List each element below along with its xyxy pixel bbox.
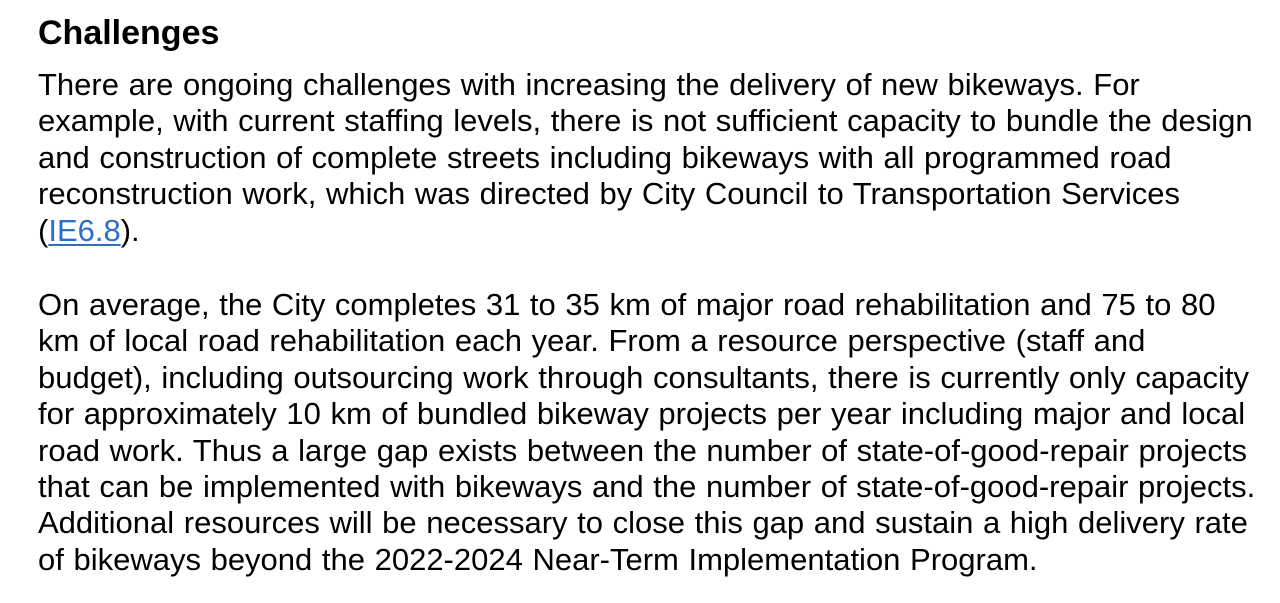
text-line: km of local road rehabilitation each year. From a resource perspective (staff and xyxy=(38,323,1146,359)
paragraph-challenges-intro xyxy=(38,67,1270,249)
text-line: that can be implemented with bikeways and the number of state-of-good-repair projects. xyxy=(38,469,1256,505)
text-line: example, with current staffing levels, there is not sufficient capacity to bundle the design xyxy=(38,103,1253,139)
text-line: reconstruction work, which was directed by City Council to Transportation Services xyxy=(38,176,1180,212)
text-line-with-link xyxy=(38,213,1270,249)
ie6-8-link[interactable]: IE6.8 xyxy=(48,212,121,248)
section-heading: Challenges xyxy=(38,14,220,52)
text-line: of bikeways beyond the 2022-2024 Near-Term Implementation Program. xyxy=(38,541,1038,577)
text-line: road work. Thus a large gap exists between the number of state-of-good-repair projects xyxy=(38,432,1248,468)
link-prefix-paren: ( xyxy=(38,212,49,248)
link-suffix-paren: ). xyxy=(120,212,140,248)
text-line: There are ongoing challenges with increasing the delivery of new bikeways. For xyxy=(38,67,1140,102)
text-line: Additional resources will be necessary to close this gap and sustain a high delivery rate xyxy=(38,505,1248,541)
text-line: for approximately 10 km of bundled bikeway projects per year including major and local xyxy=(38,396,1246,432)
text-line: and construction of complete streets including bikeways with all programmed road xyxy=(38,139,1172,175)
text-line: On average, the City completes 31 to 35 km of major road rehabilitation and 75 to 80 xyxy=(38,287,1216,323)
document-page xyxy=(0,13,1280,603)
text-line: budget), including outsourcing work through consultants, there is currently only capacity xyxy=(38,359,1250,395)
paragraph-capacity-gap xyxy=(38,287,1270,578)
